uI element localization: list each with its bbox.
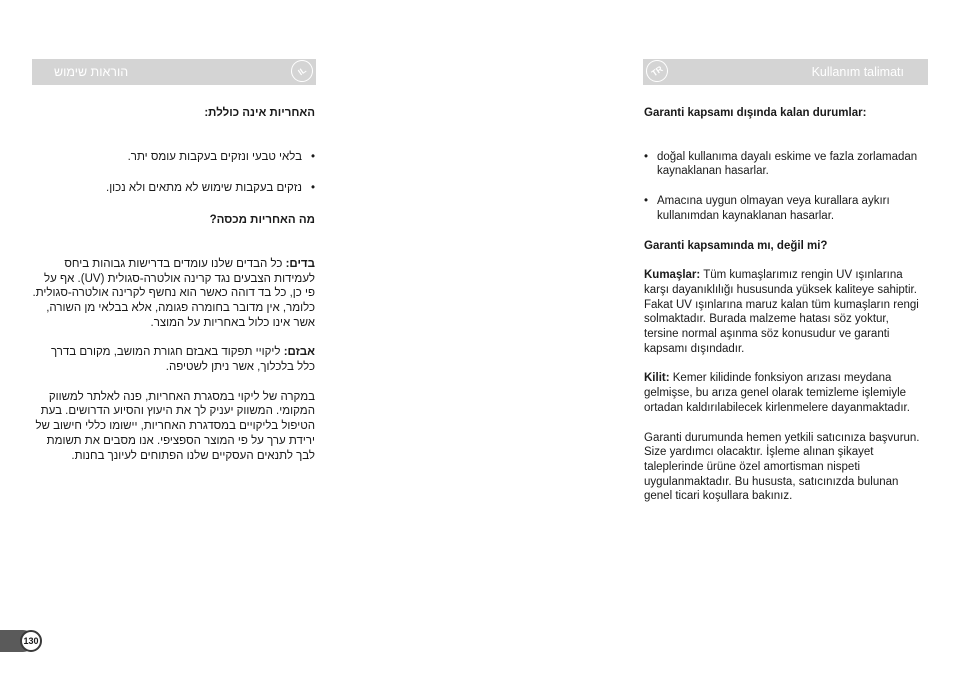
turkish-fabric-paragraph: [644, 268, 926, 356]
hebrew-fabric-text: כל הבדים שלנו עומדים בדרישות גבוהות ביחס לעמידות הצבעים נגד קרינה אולטרה-סגולית (UV). אף על פי כן, כל בד דוהה כאשר הוא נחשף לקרינה אולטרה-סגולית. כלומר, אין מדובר בחומרה פגומה, אלא בבלאי מן השורה, אשר אינו כלול באחריות על המוצר.: [32, 257, 315, 329]
turkish-heading-covered: Garanti kapsamında mı, değil mi?: [644, 239, 828, 252]
header-bar-hebrew: [32, 59, 316, 85]
page-number: 130: [20, 630, 42, 652]
header-bar-turkish: [643, 59, 928, 85]
turkish-bullet-text: doğal kullanıma dayalı eskime ve fazla zorlamadan kaynaklanan hasarlar.: [657, 150, 918, 178]
turkish-warranty-paragraph: Garanti durumunda hemen yetkili satıcınıza başvurun. Size yardımcı olacaktır. İşleme alınan şikayet taleplerinde ürüne özel amortisman nispeti uygulanmaktadır. Bu hususta, satıcınızda bulunan genel ticari koşullara bakınız.: [644, 431, 920, 503]
hebrew-bullet-text: בלאי טבעי ונזקים בעקבות עומס יתר.: [127, 150, 302, 163]
bullet-icon: •: [310, 150, 315, 163]
hebrew-column: [32, 106, 315, 463]
hebrew-fabric-label: בדים:: [285, 257, 315, 270]
bullet-icon: •: [644, 195, 649, 208]
turkish-column: [644, 106, 926, 504]
turkish-fabric-label: Kumaşlar:: [644, 269, 701, 282]
language-badge-il: IL: [287, 56, 318, 87]
bullet-icon: •: [644, 150, 649, 163]
header-title-hebrew: הוראות שימוש: [54, 65, 129, 79]
turkish-bullet-item: [644, 194, 926, 223]
turkish-buckle-paragraph: [644, 371, 926, 415]
turkish-buckle-label: Kilit:: [644, 372, 670, 385]
hebrew-bullet-item: [32, 150, 315, 165]
turkish-buckle-text: Kemer kilidinde fonksiyon arızası meydana gelmişse, bu arıza genel olarak temizleme işlemiyle ortadan kaldırılabilecek kirlenmelere dayanmaktadır.: [644, 372, 910, 414]
header-title-turkish: Kullanım talimatı: [811, 65, 904, 79]
hebrew-heading-not-covered: האחריות אינה כוללת:: [204, 107, 315, 119]
hebrew-bullet-item: [32, 181, 315, 196]
hebrew-fabric-paragraph: [32, 257, 315, 331]
bullet-icon: •: [310, 182, 315, 195]
hebrew-buckle-text: ליקויי תפקוד באבזם חגורת המושב, מקורם בדרך כלל בלכלוך, אשר ניתן לשטיפה.: [50, 346, 315, 374]
turkish-bullet-text: Amacına uygun olmayan veya kurallara aykırı kullanımdan kaynaklanan hasarlar.: [657, 195, 890, 222]
hebrew-bullet-text: נזקים בעקבות שימוש לא מתאים ולא נכון.: [106, 182, 302, 195]
hebrew-heading-covered: מה האחריות מכסה?: [209, 214, 315, 227]
language-badge-tr: TR: [642, 56, 673, 87]
turkish-heading-not-covered: Garanti kapsamı dışında kalan durumlar:: [644, 107, 867, 119]
hebrew-warranty-paragraph: במקרה של ליקוי במסגרת האחריות, פנה לאלתר למשווק המקומי. המשווק יעניק לך את היעוץ והסיוע הדרושים. בעת הטיפול בליקויים במסדגרת האחריות, יישומו כללי חישוב של ירידת ערך על פי המוצר הספציפי. אנו מסבים את תשומת לבך לתנאים העסקיים שלנו הפתוחים לעיונך בחנות.: [35, 390, 315, 462]
turkish-fabric-text: Tüm kumaşlarımız rengin UV ışınlarına karşı dayanıklılığı hususunda yüksek kaliteye sahiptir. Fakat UV ışınlarına maruz kalan tüm kumaşların rengi solmaktadır. Burada malzeme hatası söz yoktur, tersine normal aşınma söz konusudur ve garanti kapsamı dışındadır.: [644, 269, 919, 355]
hebrew-buckle-label: אבזם:: [283, 346, 315, 359]
turkish-bullet-item: [644, 150, 926, 179]
hebrew-buckle-paragraph: [32, 345, 315, 374]
